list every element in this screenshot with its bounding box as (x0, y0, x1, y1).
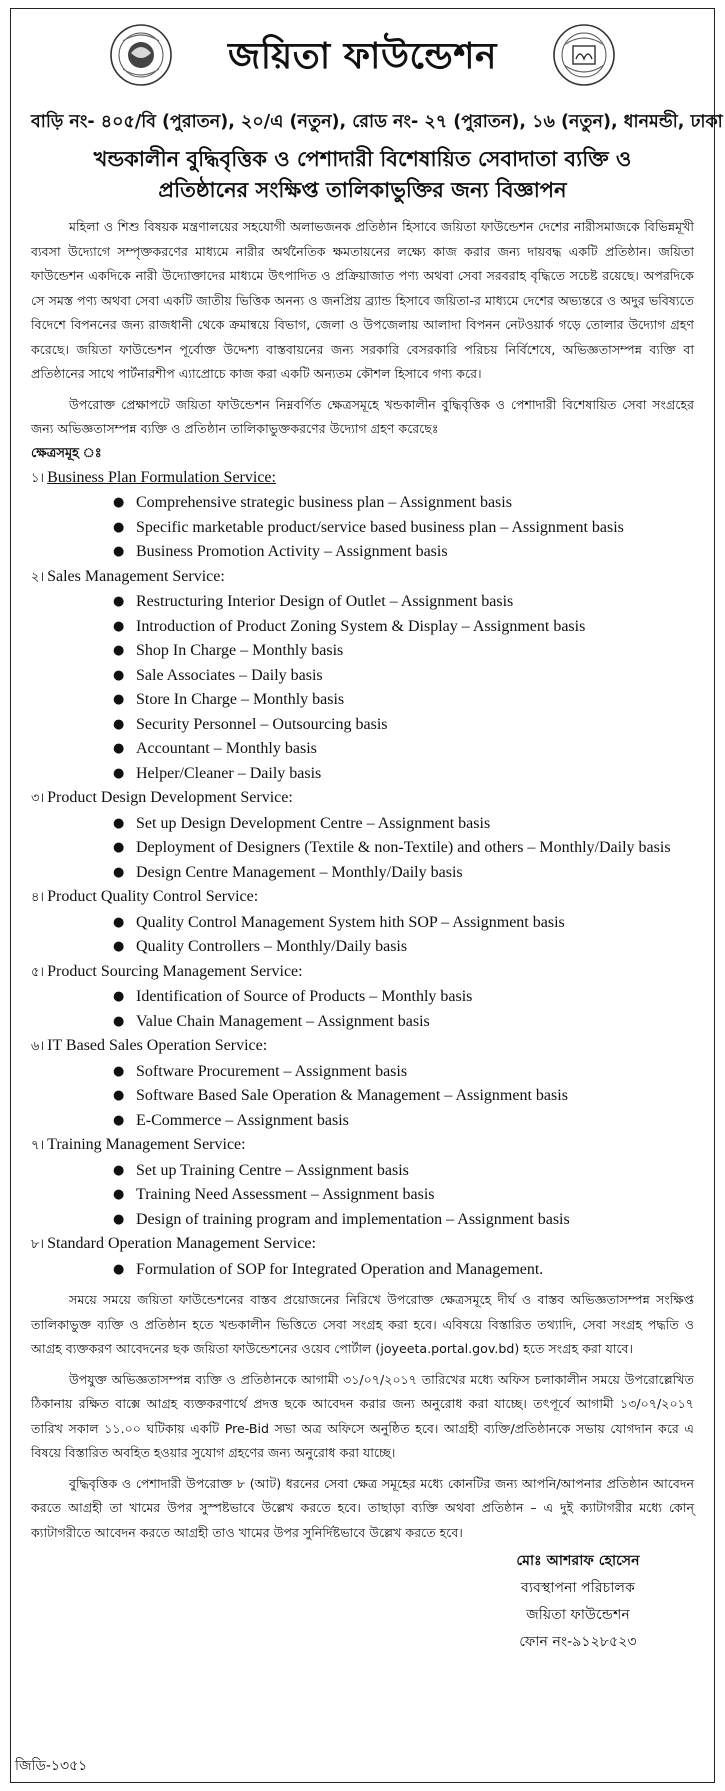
service-title (31, 466, 694, 492)
signatory-designation: ব্যবস্থাপনা পরিচালক (521, 1580, 635, 1596)
service-section (31, 885, 694, 960)
service-items (113, 491, 694, 565)
service-title (31, 786, 694, 812)
service-item: ● Quality Controllers – Monthly/Daily basis (113, 935, 694, 960)
service-item: ● Quality Control Management System hith SOP – Assignment basis (113, 911, 694, 936)
service-title (31, 1133, 694, 1159)
closing-paragraph-3: বুদ্ধিবৃত্তিক ও পেশাদারী উপরোক্ত ৮ (আট) ধরনের সেবা ক্ষেত্র সমূহের মধ্যে কোনটির জন্য আপনি/আপনার প্রতিষ্ঠান আবেদন করতে আগ্রহী তা খামের উপর সুস্পষ্টভাবে উল্লেখ করতে হবে। তাছাড়া ব্যক্তি অথবা প্রতিষ্ঠান – এ দুই ক্যাটাগরীর মধ্যে কোন্ ক্যাটাগরীতে আবেদন করতে আগ্রহী তাও খামের উপর সুনির্দিষ্টভাবে উল্লেখ করতে হবে। (31, 1475, 694, 1540)
advertisement-page (10, 8, 723, 1783)
service-number: ৮। (31, 1237, 45, 1252)
service-item: ● E-Commerce – Assignment basis (113, 1109, 694, 1134)
signature-block (478, 1548, 678, 1656)
service-section (31, 1034, 694, 1133)
service-item: ● Design of training program and implementation – Assignment basis (113, 1208, 694, 1233)
service-items (113, 1060, 694, 1134)
service-title-text: Sales Management Service: (47, 567, 225, 585)
service-item: ● Security Personnel – Outsourcing basis (113, 713, 694, 738)
headline-line-2: প্রতিষ্ঠানের সংক্ষিপ্ত তালিকাভুক্তির জন্য বিজ্ঞাপন (158, 178, 567, 202)
signatory-phone: ফোন নং-৯১২৮৫২৩ (519, 1634, 637, 1650)
service-title-text: Product Quality Control Service: (47, 888, 259, 905)
service-items (113, 911, 694, 960)
service-items (113, 1159, 694, 1233)
service-items (113, 985, 694, 1034)
service-item: ● Training Need Assessment – Assignment basis (113, 1183, 694, 1208)
service-number: ১। (31, 470, 45, 486)
service-item: ● Comprehensive strategic business plan – Assignment basis (113, 491, 694, 516)
service-item: ● Sale Associates – Daily basis (113, 664, 694, 689)
service-item: ● Design Centre Management – Monthly/Daily basis (113, 861, 694, 886)
service-section (31, 565, 694, 787)
header (31, 9, 694, 107)
memo-number: জিডি-১৩৫১ (15, 1758, 88, 1774)
service-item: ● Set up Training Centre – Assignment basis (113, 1159, 694, 1184)
service-title-text: Product Design Development Service: (47, 789, 293, 806)
closing-paragraph-1: সময়ে সময়ে জয়িতা ফাউন্ডেশনের বাস্তব প্রয়োজনের নিরিখে উপরোক্ত ক্ষেত্রসমূহে দীর্ঘ ও বাস্তব অভিজ্ঞতাসম্পন্ন সংক্ষিপ্ত তালিকাভুক্ত ব্যক্তি ও প্রতিষ্ঠান হতে খন্ডকালীন ভিত্তিতে সেবা সংগ্রহ করা হবে। এবিষয়ে বিস্তারিত তথ্যাদি, সেবা সংগ্রহ পদ্ধতি ও আগ্রহ ব্যক্তকরণ আবেদনের ছক জয়িতা ফাউন্ডেশনের ওয়েব পোর্টাল (joyeeta.portal.gov.bd) হতে সংগ্রহ করা যাবে। (31, 1292, 694, 1356)
service-number: ৫। (31, 964, 45, 980)
service-number: ৭। (31, 1138, 45, 1153)
signatory-org: জয়িতা ফাউন্ডেশন (526, 1607, 630, 1623)
sectors-title: ক্ষেত্রসমূহ ঃ (31, 445, 102, 461)
service-title-text: Standard Operation Management Service: (47, 1235, 316, 1252)
service-section (31, 1232, 694, 1282)
service-item: ● Software Procurement – Assignment basis (113, 1060, 694, 1085)
service-section (31, 960, 694, 1035)
service-item: ● Restructuring Interior Design of Outlet – Assignment basis (113, 590, 694, 615)
closing-paragraph-2: উপযুক্ত অভিজ্ঞতাসম্পন্ন ব্যক্তি ও প্রতিষ্ঠানকে আগামী ৩১/০৭/২০১৭ তারিখের মধ্যে অফিস চলাকালীন সময়ে উপরোল্লেখিত ঠিকানায় রক্ষিত বাক্সে আগ্রহ ব্যক্তকরণার্থে প্রদত্ত ছকে আবেদন করার জন্য অনুরোধ করা যাচ্ছে। তৎপূর্বে আগামী ১৩/০৭/২০১৭ তারিখ সকাল ১১.০০ ঘটিকায় একটি Pre-Bid সভা অত্র অফিসে অনুষ্ঠিত হবে। আগ্রহী ব্যক্তি/প্রতিষ্ঠানকে সভায় যোগদান করে এ বিষয়ে বিস্তারিত অবহিত হওয়ার সুযোগ গ্রহণের জন্য অনুরোধ করা যাচ্ছে। (31, 1371, 694, 1460)
service-item: ● Shop In Charge – Monthly basis (113, 639, 694, 664)
service-title (31, 1232, 694, 1258)
service-item: ● Identification of Source of Products – Monthly basis (113, 985, 694, 1010)
services-list (31, 466, 694, 1283)
service-items (113, 590, 694, 786)
service-item: ● Helper/Cleaner – Daily basis (113, 762, 694, 787)
signatory-name: মোঃ আশরাফ হোসেন (516, 1553, 640, 1569)
service-item: ● Software Based Sale Operation & Management – Assignment basis (113, 1084, 694, 1109)
service-number: ৪। (31, 890, 45, 905)
headline-line-1: খন্ডকালীন বুদ্ধিবৃত্তিক ও পেশাদারী বিশেষায়িত সেবাদাতা ব্যক্তি ও (93, 147, 632, 171)
service-number: ২। (31, 569, 45, 585)
service-item: ● Store In Charge – Monthly basis (113, 688, 694, 713)
service-title (31, 1034, 694, 1060)
service-title (31, 565, 694, 591)
service-item: ● Specific marketable product/service based business plan – Assignment basis (113, 516, 694, 541)
service-item: ● Value Chain Management – Assignment basis (113, 1010, 694, 1035)
org-name: জয়িতা ফাউন্ডেশন (228, 36, 497, 77)
service-title-text: Training Management Service: (47, 1136, 246, 1153)
intro-paragraph-2: উপরোক্ত প্রেক্ষাপটে জয়িতা ফাউন্ডেশন নিম্নবর্ণিত ক্ষেত্রসমূহে খন্ডকালীন বুদ্ধিবৃত্তিক ও পেশাদারী বিশেষায়িত সেবা সংগ্রহের জন্য অভিজ্ঞতাসম্পন্ন ব্যক্তি ও প্রতিষ্ঠান তালিকাভুক্তকরণের উদ্যোগ গ্রহণ করেছেঃ (31, 396, 694, 436)
service-title (31, 960, 694, 986)
service-title-text: Business Plan Formulation Service: (47, 468, 276, 486)
service-section (31, 1133, 694, 1232)
service-item: ● Business Promotion Activity – Assignment basis (113, 540, 694, 565)
service-items (113, 812, 694, 886)
service-item: ● Set up Design Development Centre – Assignment basis (113, 812, 694, 837)
service-item: ● Introduction of Product Zoning System & Display – Assignment basis (113, 615, 694, 640)
service-item: ● Deployment of Designers (Textile & non-Textile) and others – Monthly/Daily basis (113, 836, 694, 861)
service-number: ৩। (31, 791, 45, 806)
headline (31, 144, 694, 206)
service-title-text: IT Based Sales Operation Service: (47, 1037, 268, 1054)
address: বাড়ি নং- ৪০৫/বি (পুরাতন), ২০/এ (নতুন), রোড নং- ২৭ (পুরাতন), ১৬ (নতুন), ধানমন্ডী, ঢাকা (31, 112, 723, 132)
service-title (31, 885, 694, 911)
service-number: ৬। (31, 1039, 45, 1054)
service-section (31, 466, 694, 565)
service-item: ● Formulation of SOP for Integrated Operation and Management. (113, 1258, 694, 1283)
intro-paragraph-1: মহিলা ও শিশু বিষয়ক মন্ত্রণালয়ের সহযোগী অলাভজনক প্রতিষ্ঠান হিসাবে জয়িতা ফাউন্ডেশন দেশের নারীসমাজকে বিভিন্নমূখী ব্যবসা উদ্যোগে সম্পৃক্তকরণের মাধ্যমে নারীর অর্থনৈতিক ক্ষমতায়নের লক্ষ্যে কাজ করার জন্য দায়বদ্ধ একটি প্রতিষ্ঠান। জয়িতা ফাউন্ডেশন একদিকে নারী উদ্যোক্তাদের মাধ্যমে উৎপাদিত ও প্রক্রিয়াজাত পণ্য অথবা সেবা সরবরাহ বৃদ্ধিতে সচেষ্ট রয়েছে। অপরদিকে সে সমস্ত পণ্য অথবা সেবা একটি জাতীয় ভিত্তিক অনন্য ও জনপ্রিয় ব্র্যান্ড হিসাবে জয়িতা-র মাধ্যমে দেশের অভ্যন্তরে ও অদুর ভবিষ্যতে বিদেশে বিপননের জন্য রাজধানী থেকে ক্রমান্বয়ে বিভাগ, জেলা ও উপজেলায় আলাদা বিপনন নেটওয়ার্ক গড়ে তোলার উদ্যোগ গ্রহণ করেছে। জয়িতা ফাউন্ডেশন পূর্বোক্ত উদ্দেশ্য বাস্তবায়নের জন্য সরকারি বেসরকারি পরিচয় নির্বিশেষে, অভিজ্ঞতাসম্পন্ন ব্যক্তি বা প্রতিষ্ঠানের সাথে পার্টনারশীপ এ্যাপ্রোচে কাজ করা একটি অন্যতম কৌশল হিসাবে গণ্য করে। (31, 219, 694, 381)
service-item: ● Accountant – Monthly basis (113, 737, 694, 762)
service-title-text: Product Sourcing Management Service: (47, 962, 303, 980)
service-section (31, 786, 694, 885)
joyeeta-logo-icon (552, 23, 616, 87)
service-items (113, 1258, 694, 1283)
